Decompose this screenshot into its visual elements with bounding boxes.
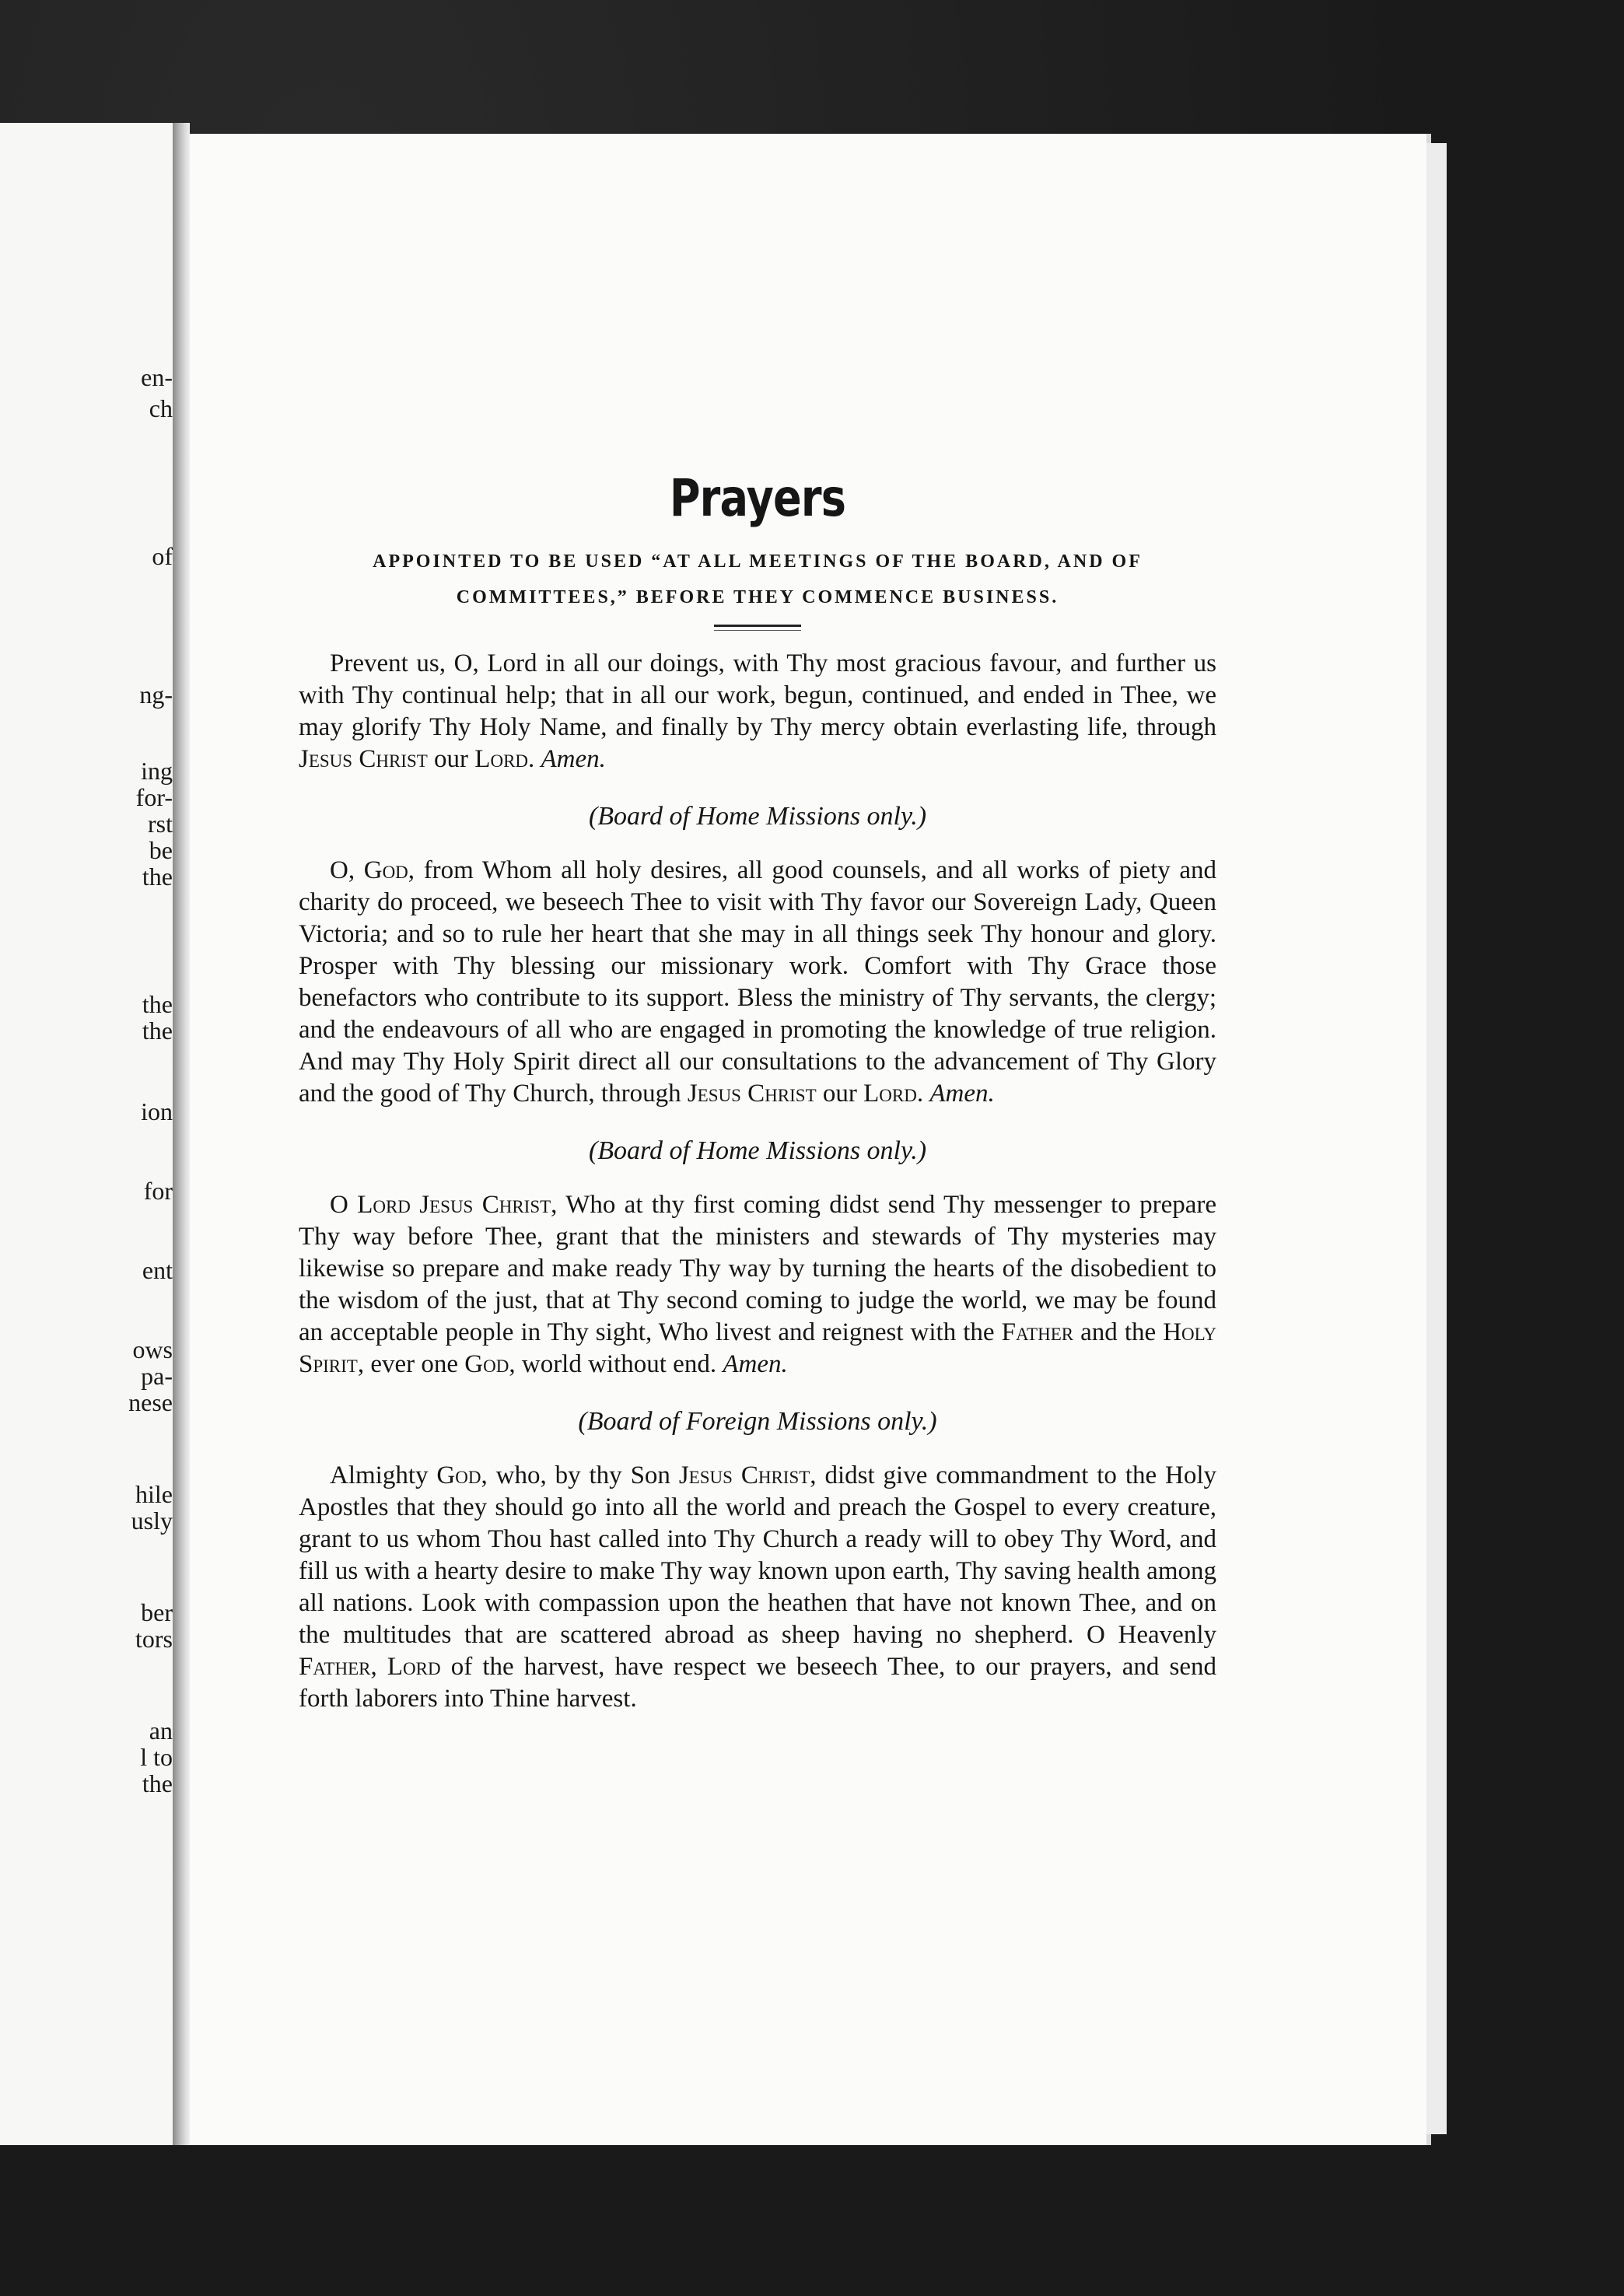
page-subtitle	[299, 544, 1216, 615]
left-text-fragment: hile	[135, 1480, 173, 1508]
left-text-fragment: ch	[149, 394, 173, 422]
book-gutter	[173, 123, 190, 2145]
prayer-text: O	[330, 1191, 348, 1219]
page-title: Prayers	[669, 468, 846, 528]
left-text-fragment: rst	[148, 810, 173, 838]
subtitle-line-2: COMMITTEES,” BEFORE THEY COMMENCE BUSINESS.	[456, 587, 1059, 607]
prayer-text: our	[822, 1080, 857, 1108]
left-text-fragment: the	[142, 863, 173, 891]
left-text-fragment: for-	[135, 783, 173, 811]
prayer-paragraph-1	[299, 648, 1216, 775]
divine-name: Lord.	[863, 1080, 924, 1108]
left-text-fragment: be	[149, 836, 173, 864]
facing-page-left	[0, 123, 177, 2145]
amen: Amen.	[723, 1350, 788, 1378]
prayer-paragraph-2	[299, 855, 1216, 1110]
left-text-fragment: pa-	[141, 1362, 173, 1390]
prayer-text: of the harvest, have respect we beseech Thee, to our prayers, and send forth laborers into Thine harvest.	[299, 1653, 1217, 1713]
left-text-fragment: for	[143, 1177, 173, 1205]
divine-name: Father,	[299, 1653, 377, 1681]
prayer-text: and the	[1080, 1318, 1157, 1346]
left-text-fragment: the	[142, 1017, 173, 1045]
prayer-text: Prevent us, O, Lord in all our doings, with Thy most gracious favour, and further us with Thy continual help; that in all our work, begun, continued, and ended in Thee, we may glorify Thy Holy Name, and finally by Thy mercy obtain everlasting life, through	[299, 649, 1216, 741]
left-text-fragment: the	[142, 1769, 173, 1797]
left-text-fragment: ing	[141, 757, 173, 785]
divine-name: God,	[363, 856, 415, 884]
left-text-fragment: ion	[141, 1097, 173, 1125]
left-text-fragment: usly	[131, 1507, 173, 1535]
amen: Amen.	[541, 745, 606, 773]
left-text-fragment: the	[142, 990, 173, 1018]
left-text-fragment: ber	[141, 1598, 173, 1626]
document-page	[190, 134, 1426, 2145]
left-text-fragment: l to	[140, 1743, 173, 1771]
divine-name: Jesus Christ,	[678, 1461, 817, 1489]
divine-name: Lord	[387, 1653, 441, 1681]
left-text-fragment: an	[149, 1717, 173, 1745]
divine-name: God,	[464, 1350, 516, 1378]
prayer-text: from Whom all holy desires, all good counsels, and all works of piety and charity do proceed, we beseech Thee to visit with Thy favor our Sovereign Lady, Queen Victoria; and so to rule her heart that she may in all things seek Thy honour and glory. Prosper with Thy blessing our missionary work. Comfort with Thy Grace those benefactors who contribute to its support. Bless the ministry of Thy servants, the clergy; and the endeavours of all who are engaged in promoting the knowledge of true religion. And may Thy Holy Spirit direct all our consultations to the advancement of Thy Glory and the good of Thy Church, through	[299, 856, 1217, 1108]
subtitle-line-1: APPOINTED TO BE USED “AT ALL MEETINGS OF THE BOARD, AND OF	[373, 551, 1143, 572]
divine-name: Jesus Christ	[687, 1080, 817, 1108]
left-text-fragment: ng-	[139, 681, 173, 709]
left-text-fragment: en-	[141, 363, 173, 391]
section-heading: (Board of Home Missions only.)	[588, 802, 927, 831]
prayer-text: world without end.	[521, 1350, 717, 1378]
prayer-text: didst give commandment to the Holy Apostles that they should go into all the world and preach the Gospel to every creature, grant to us whom Thou hast called into Thy Church a ready will to obey Thy Word, and fill us with a hearty desire to make Thy way known upon earth, Thy saving health among all nations. Look with compassion upon the heathen that have not known Thee, and on the multitudes that are scattered abroad as sheep having no shepherd. O Heavenly	[299, 1461, 1217, 1649]
section-heading: (Board of Foreign Missions only.)	[578, 1407, 937, 1436]
section-heading: (Board of Home Missions only.)	[588, 1136, 927, 1165]
prayer-paragraph-3	[299, 1189, 1216, 1381]
divine-name: Lord Jesus Christ,	[357, 1191, 558, 1219]
divine-name: Lord.	[474, 745, 535, 773]
prayer-paragraph-4	[299, 1460, 1216, 1715]
prayer-text: O,	[330, 856, 355, 884]
prayer-text: Who at thy first coming didst send Thy messenger to prepare Thy way before Thee, grant that the ministers and stewards of Thy mysteries may likewise so prepare and make ready Thy way by turning the hearts of the disobedient to the wisdom of the just, that at Thy second coming to judge the world, we may be found an acceptable people in Thy sight, Who livest and reignest with the	[299, 1191, 1217, 1346]
divine-name: Jesus Christ	[299, 745, 428, 773]
left-text-fragment: tors	[135, 1625, 173, 1653]
divine-name: Holy Spirit,	[299, 1318, 1217, 1378]
left-text-fragment: ows	[132, 1335, 173, 1363]
left-text-fragment: nese	[128, 1388, 173, 1416]
divine-name: God,	[436, 1461, 488, 1489]
prayer-text: ever one	[370, 1350, 459, 1378]
left-text-fragment: of	[152, 542, 173, 570]
prayer-text: Almighty	[330, 1461, 429, 1489]
title-divider	[714, 625, 801, 631]
prayer-text: who, by thy Son	[495, 1461, 670, 1489]
left-text-fragment: ent	[142, 1256, 173, 1284]
amen: Amen.	[929, 1080, 995, 1108]
prayer-text: our	[434, 745, 469, 773]
divine-name: Father	[1001, 1318, 1074, 1346]
page-content	[299, 468, 1216, 1715]
